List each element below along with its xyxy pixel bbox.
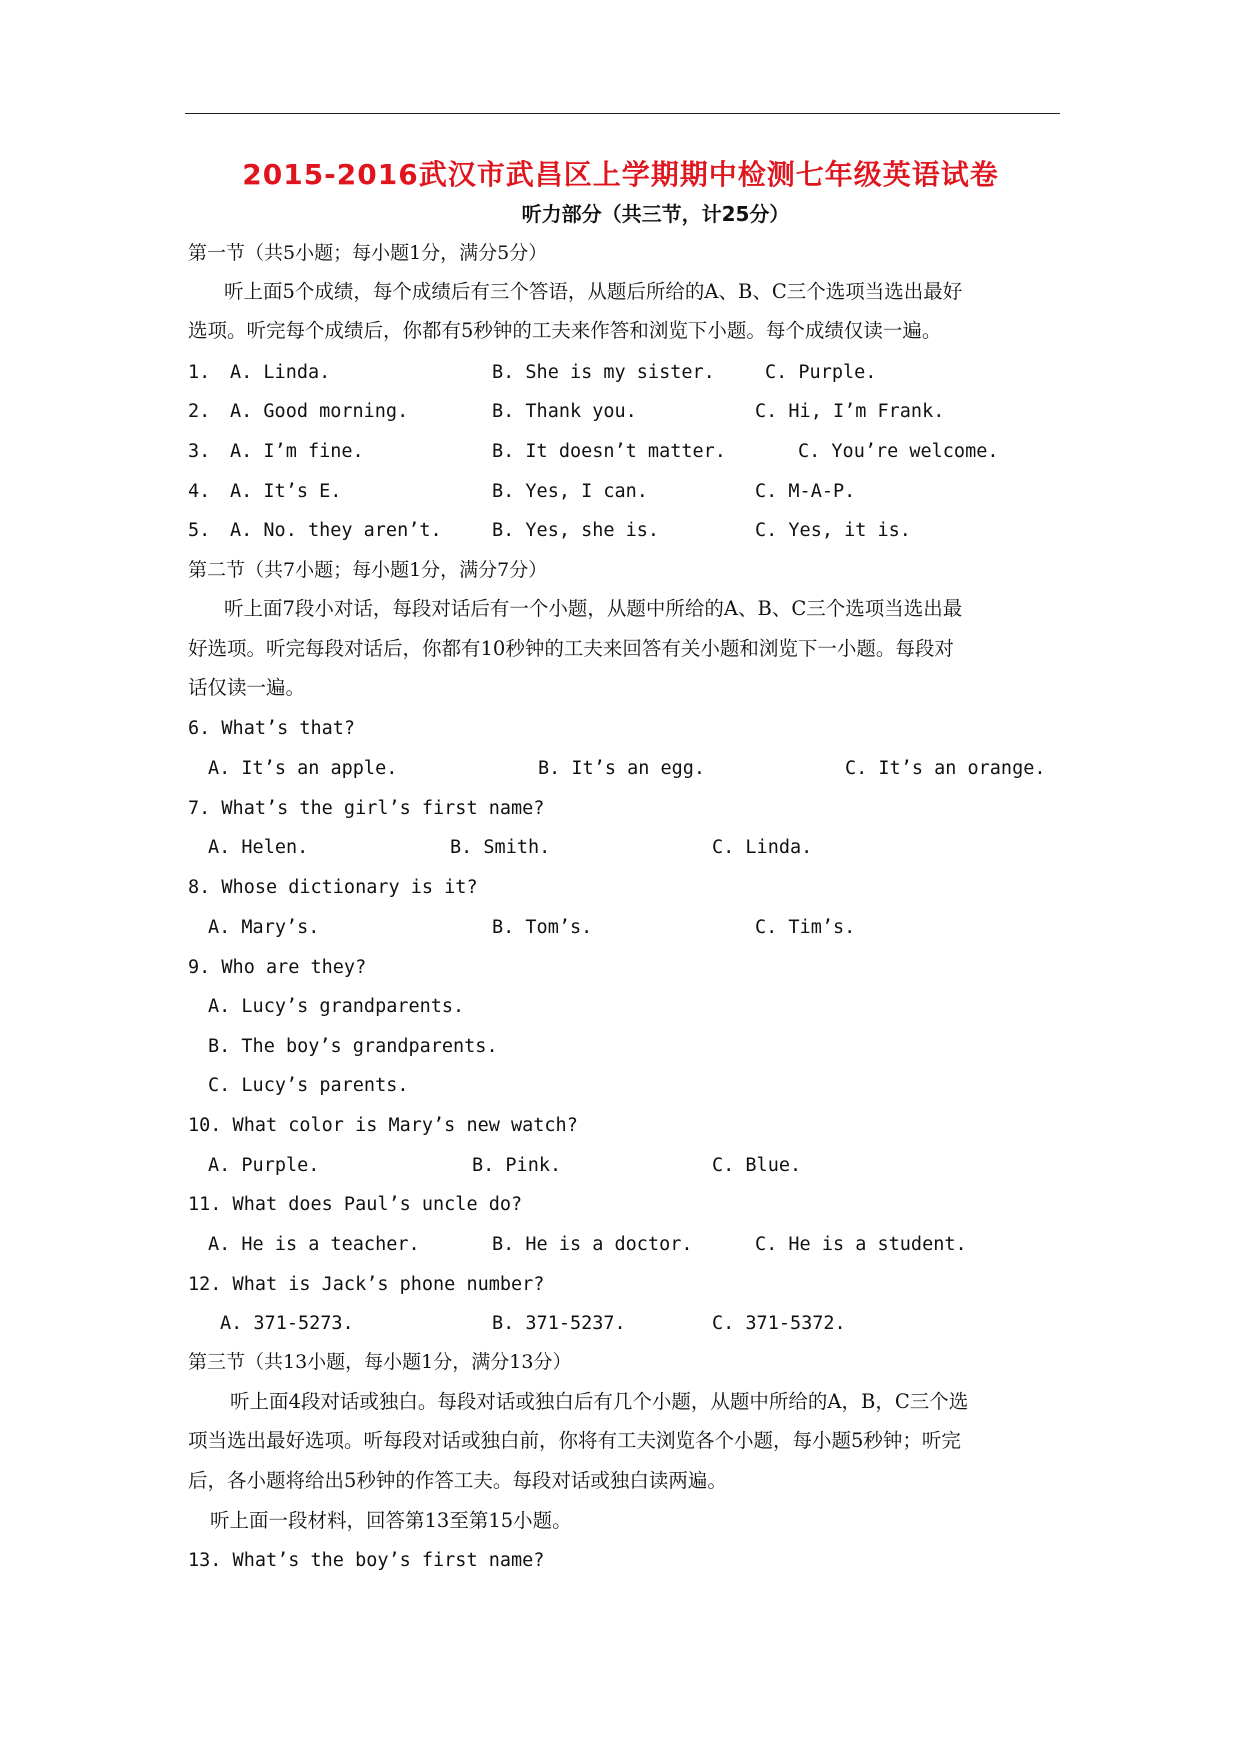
question-6-option-c: C. It’s an orange. <box>845 758 1046 779</box>
section2-instruction-line1: 听上面7段小对话，每段对话后有一个小题，从题中所给的A、B、C三个选项当选出最 <box>224 597 963 620</box>
option-a: A. It’s E. <box>230 481 342 502</box>
question-10-option-c: C. Blue. <box>712 1155 802 1176</box>
question-9-option-c: C. Lucy’s parents. <box>208 1075 409 1096</box>
option-c: C. M-A-P. <box>755 481 856 502</box>
question-10: 10. What color is Mary’s new watch? <box>188 1115 578 1136</box>
question-8-option-c: C. Tim’s. <box>755 917 856 938</box>
section1-instruction-line1: 听上面5个成绩，每个成绩后有三个答语，从题后所给的A、B、C三个选项当选出最好 <box>224 280 963 303</box>
section3-instruction-line1: 听上面4段对话或独白。每段对话或独白后有几个小题，从题中所给的A，B，C三个选 <box>230 1390 969 1413</box>
question-13: 13. What’s the boy’s first name? <box>188 1550 545 1571</box>
item-number: 2. <box>188 401 211 422</box>
section2-instruction-line3: 话仅读一遍。 <box>188 676 306 699</box>
option-a: A. No. they aren’t. <box>230 520 442 541</box>
option-b: B. It doesn’t matter. <box>492 441 726 462</box>
section1-instruction-line2: 选项。听完每个成绩后，你都有5秒钟的工夫来作答和浏览下小题。每个成绩仅读一遍。 <box>188 319 942 342</box>
question-7-option-c: C. Linda. <box>712 837 813 858</box>
option-b: B. Thank you. <box>492 401 637 422</box>
option-c: C. Yes, it is. <box>755 520 911 541</box>
option-a: A. I’m fine. <box>230 441 364 462</box>
question-8-option-b: B. Tom’s. <box>492 917 593 938</box>
question-9: 9. Who are they? <box>188 957 367 978</box>
question-7-option-b: B. Smith. <box>450 837 551 858</box>
question-11-option-a: A. He is a teacher. <box>208 1234 420 1255</box>
option-c: C. Hi, I’m Frank. <box>755 401 945 422</box>
question-12: 12. What is Jack’s phone number? <box>188 1274 545 1295</box>
option-a: A. Good morning. <box>230 401 409 422</box>
question-12-option-a: A. 371-5273. <box>220 1313 354 1334</box>
question-11: 11. What does Paul’s uncle do? <box>188 1194 523 1215</box>
question-9-option-a: A. Lucy’s grandparents. <box>208 996 465 1017</box>
question-11-option-b: B. He is a doctor. <box>492 1234 693 1255</box>
item-number: 5. <box>188 520 211 541</box>
section3-instruction-line3: 后，各小题将给出5秒钟的作答工夫。每段对话或独白读两遍。 <box>188 1469 727 1492</box>
option-b: B. She is my sister. <box>492 362 715 383</box>
page-title: 2015-2016武汉市武昌区上学期期中检测七年级英语试卷 <box>242 158 999 191</box>
section3-material-note: 听上面一段材料，回答第13至第15小题。 <box>210 1509 572 1532</box>
question-8-option-a: A. Mary’s. <box>208 917 320 938</box>
question-10-option-b: B. Pink. <box>472 1155 562 1176</box>
question-9-option-b: B. The boy’s grandparents. <box>208 1036 498 1057</box>
option-b: B. Yes, I can. <box>492 481 648 502</box>
question-12-option-b: B. 371-5237. <box>492 1313 626 1334</box>
question-6: 6. What’s that? <box>188 718 356 739</box>
section3-instruction-line2: 项当选出最好选项。听每段对话或独白前，你将有工夫浏览各个小题，每小题5秒钟；听完 <box>188 1429 961 1452</box>
item-number: 1. <box>188 362 211 383</box>
item-number: 3. <box>188 441 211 462</box>
section1-heading: 第一节（共5小题；每小题1分，满分5分） <box>188 242 548 264</box>
item-number: 4. <box>188 481 211 502</box>
section2-instruction-line2: 好选项。听完每段对话后，你都有10秒钟的工夫来回答有关小题和浏览下一小题。每段对 <box>188 637 954 660</box>
question-10-option-a: A. Purple. <box>208 1155 320 1176</box>
option-c: C. Purple. <box>765 362 877 383</box>
question-12-option-c: C. 371-5372. <box>712 1313 846 1334</box>
question-6-option-b: B. It’s an egg. <box>538 758 706 779</box>
option-c: C. You’re welcome. <box>798 441 999 462</box>
question-8: 8. Whose dictionary is it? <box>188 877 478 898</box>
question-7: 7. What’s the girl’s first name? <box>188 798 545 819</box>
section3-heading: 第三节（共13小题，每小题1分，满分13分） <box>188 1351 572 1373</box>
question-7-option-a: A. Helen. <box>208 837 309 858</box>
question-6-option-a: A. It’s an apple. <box>208 758 398 779</box>
page-subtitle: 听力部分（共三节，计25分） <box>521 202 790 226</box>
option-b: B. Yes, she is. <box>492 520 660 541</box>
question-11-option-c: C. He is a student. <box>755 1234 967 1255</box>
option-a: A. Linda. <box>230 362 331 383</box>
header-rule <box>185 113 1060 114</box>
section2-heading: 第二节（共7小题；每小题1分，满分7分） <box>188 559 548 581</box>
